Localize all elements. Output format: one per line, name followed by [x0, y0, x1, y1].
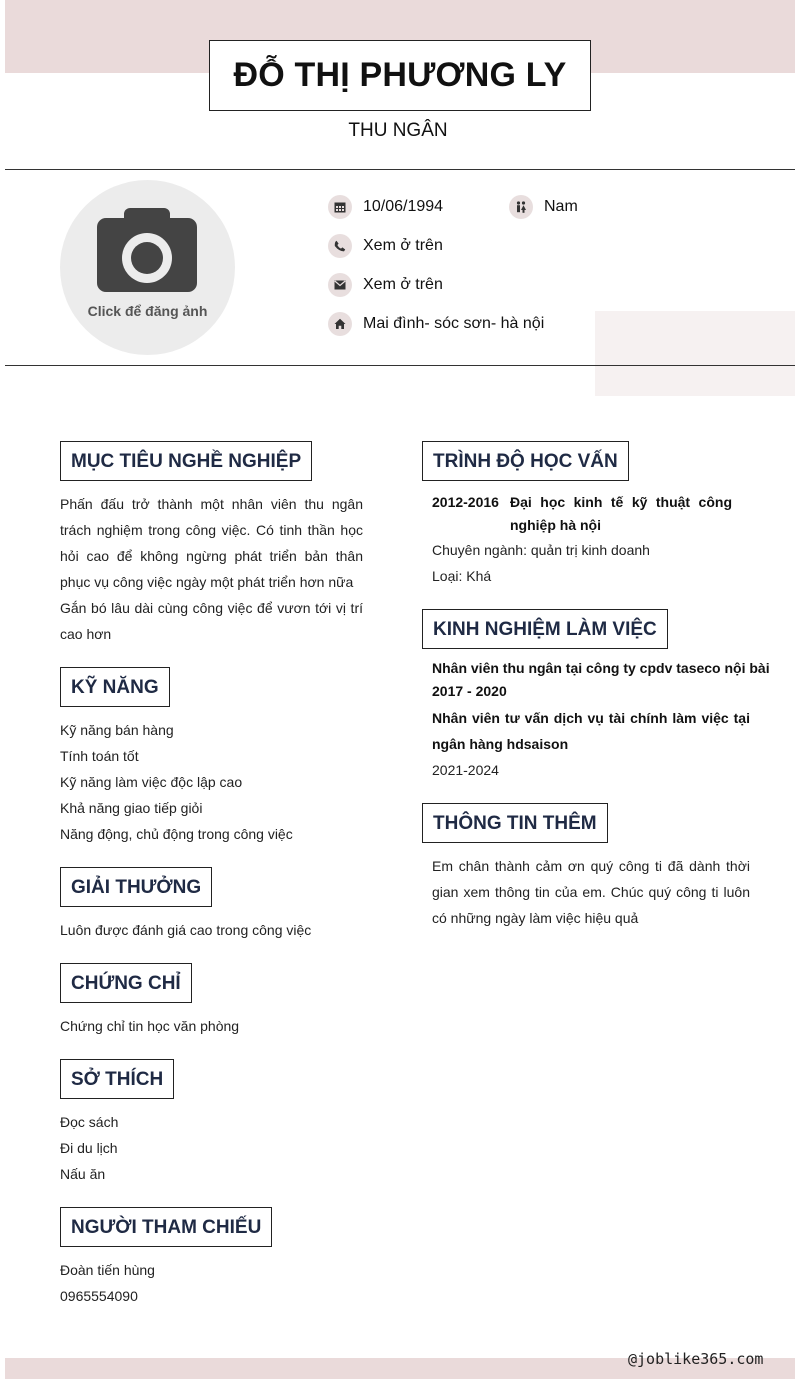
- certificate-text: Chứng chỉ tin học văn phòng: [60, 1018, 240, 1034]
- email-value: Xem ở trên: [363, 276, 443, 293]
- experience-period-2: 2021-2024: [432, 762, 499, 778]
- education-years: 2012-2016: [432, 494, 499, 510]
- email-icon: [328, 273, 352, 297]
- gender-icon: [509, 195, 533, 219]
- section-title-awards: GIẢI THƯỞNG: [60, 867, 212, 907]
- section-title-certificates: CHỨNG CHỈ: [60, 963, 192, 1003]
- divider-bottom: [5, 365, 795, 366]
- info-phone: [328, 234, 443, 258]
- section-title-experience: KINH NGHIỆM LÀM VIỆC: [422, 609, 668, 649]
- phone-icon: [328, 234, 352, 258]
- camera-icon: [94, 204, 200, 298]
- full-name: ĐỖ THỊ PHƯƠNG LY: [233, 56, 567, 94]
- profile-photo-upload[interactable]: [60, 180, 235, 355]
- birthday-value: 10/06/1994: [363, 198, 444, 215]
- skill-item: Khả năng giao tiếp giỏi: [60, 800, 203, 816]
- info-gender: [509, 195, 578, 219]
- hobby-item: Đọc sách: [60, 1114, 119, 1130]
- hobby-item: Nấu ăn: [60, 1166, 106, 1182]
- experience-job-1: Nhân viên thu ngân tại công ty cpdv taseco nội bài: [432, 660, 770, 676]
- objective-text-1: Phấn đấu trở thành một nhân viên thu ngân trách nghiệm trong công việc. Có tinh thần học hỏi cao để không ngừng phát triển bản thân phục vụ công việc ngày một phát triển hơn nữa: [60, 496, 363, 590]
- gender-value: Nam: [544, 198, 578, 215]
- award-text: Luôn được đánh giá cao trong công việc: [60, 922, 312, 938]
- photo-caption: Click để đăng ảnh: [87, 303, 208, 319]
- address-value: Mai đình- sóc sơn- hà nội: [363, 315, 545, 332]
- education-school: Đại học kinh tế kỹ thuật công nghiệp hà nội: [510, 494, 732, 533]
- reference-name: Đoàn tiến hùng: [60, 1262, 155, 1278]
- section-title-references: NGƯỜI THAM CHIẾU: [60, 1207, 272, 1247]
- job-position: THU NGÂN: [348, 120, 448, 141]
- education-grade: Loại: Khá: [432, 568, 492, 584]
- section-title-hobbies: SỞ THÍCH: [60, 1059, 174, 1099]
- section-title-skills: KỸ NĂNG: [60, 667, 170, 707]
- section-title-education: TRÌNH ĐỘ HỌC VẤN: [422, 441, 629, 481]
- experience-job-2: Nhân viên tư vấn dịch vụ tài chính làm việc tại ngân hàng hdsaison: [432, 710, 750, 752]
- hobby-item: Đi du lịch: [60, 1140, 118, 1156]
- education-major: Chuyên ngành: quản trị kinh doanh: [432, 542, 650, 558]
- section-title-extra: THÔNG TIN THÊM: [422, 803, 608, 843]
- divider-top: [5, 169, 795, 170]
- decor-block: [595, 311, 795, 396]
- skill-item: Năng động, chủ động trong công việc: [60, 826, 293, 842]
- info-birthday: [328, 195, 443, 219]
- skill-item: Kỹ năng làm việc độc lập cao: [60, 774, 243, 790]
- extra-text: Em chân thành cảm ơn quý công ti đã dành thời gian xem thông tin của em. Chúc quý công ti luôn có những ngày làm việc hiệu quả: [432, 858, 750, 926]
- watermark: @joblike365.com: [628, 1350, 764, 1368]
- reference-phone: 0965554090: [60, 1288, 138, 1304]
- phone-value: Xem ở trên: [363, 237, 443, 254]
- skill-item: Kỹ năng bán hàng: [60, 722, 174, 738]
- info-email: [328, 273, 443, 297]
- experience-period-1: 2017 - 2020: [432, 683, 507, 699]
- skill-item: Tính toán tốt: [60, 748, 139, 764]
- name-box: [209, 40, 591, 111]
- section-title-objective: MỤC TIÊU NGHỀ NGHIỆP: [60, 441, 312, 481]
- home-icon: [328, 312, 352, 336]
- info-address: [328, 312, 544, 336]
- calendar-icon: [328, 195, 352, 219]
- objective-text-2: Gắn bó lâu dài cùng công việc để vươn tới vị trí cao hơn: [60, 600, 363, 642]
